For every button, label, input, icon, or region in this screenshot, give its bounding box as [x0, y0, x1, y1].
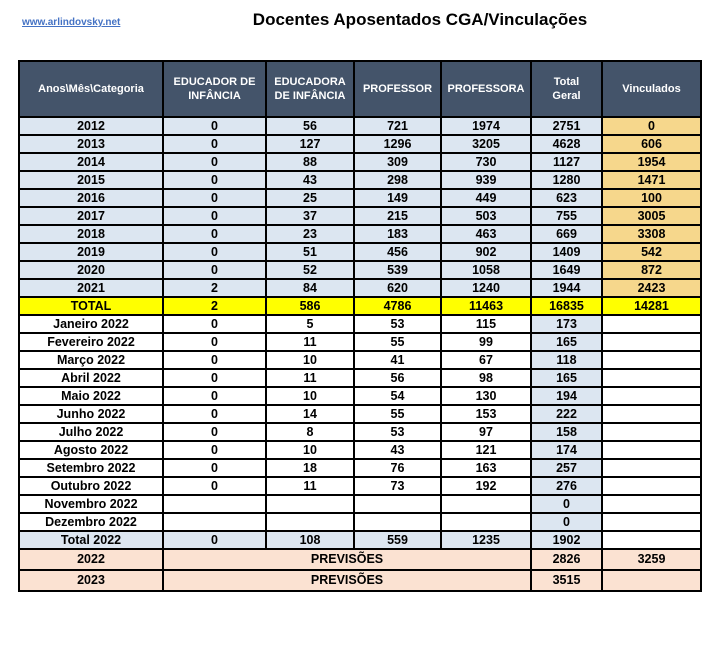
vinculados-cell: 0 [602, 117, 701, 135]
value-cell: 115 [441, 315, 531, 333]
value-cell: 52 [266, 261, 354, 279]
row-label: 2021 [19, 279, 163, 297]
value-cell: 0 [163, 135, 266, 153]
year-row [19, 243, 701, 261]
row-label: 2014 [19, 153, 163, 171]
value-cell: 0 [531, 495, 602, 513]
value-cell: 88 [266, 153, 354, 171]
vinculados-cell [602, 477, 701, 495]
value-cell: 10 [266, 441, 354, 459]
value-cell: 730 [441, 153, 531, 171]
value-cell: 97 [441, 423, 531, 441]
vinculados-cell [602, 423, 701, 441]
vinculados-cell [602, 405, 701, 423]
value-cell: 55 [354, 405, 441, 423]
vinculados-cell: 3259 [602, 549, 701, 570]
value-cell: 623 [531, 189, 602, 207]
row-label: 2022 [19, 549, 163, 570]
month-row [19, 495, 701, 513]
value-cell: 55 [354, 333, 441, 351]
value-cell: 1409 [531, 243, 602, 261]
value-cell: 0 [163, 531, 266, 549]
value-cell: 2 [163, 297, 266, 315]
value-cell: 18 [266, 459, 354, 477]
col-header-vinculados: Vinculados [602, 61, 701, 117]
value-cell: 721 [354, 117, 441, 135]
value-cell: 0 [163, 405, 266, 423]
value-cell: 0 [163, 153, 266, 171]
month-row [19, 441, 701, 459]
value-cell: 1649 [531, 261, 602, 279]
value-cell: 539 [354, 261, 441, 279]
value-cell [441, 495, 531, 513]
vinculados-cell: 2423 [602, 279, 701, 297]
vinculados-cell [602, 387, 701, 405]
vinculados-cell [602, 570, 701, 591]
value-cell: 16835 [531, 297, 602, 315]
value-cell: 163 [441, 459, 531, 477]
vinculados-cell: 606 [602, 135, 701, 153]
col-header-educador-de-infancia: EDUCADOR DE INFÂNCIA [163, 61, 266, 117]
value-cell: 276 [531, 477, 602, 495]
value-cell: 127 [266, 135, 354, 153]
total-2022-row [19, 531, 701, 549]
year-row [19, 171, 701, 189]
value-cell: 0 [531, 513, 602, 531]
row-label: 2023 [19, 570, 163, 591]
value-cell [441, 513, 531, 531]
value-cell [354, 495, 441, 513]
value-cell: 0 [163, 387, 266, 405]
previsoes-row [19, 570, 701, 591]
row-label: Junho 2022 [19, 405, 163, 423]
row-label: Outubro 2022 [19, 477, 163, 495]
value-cell: 8 [266, 423, 354, 441]
col-header-total-geral: Total Geral [531, 61, 602, 117]
value-cell: 11 [266, 333, 354, 351]
month-row [19, 333, 701, 351]
value-cell: 0 [163, 243, 266, 261]
value-cell: 53 [354, 423, 441, 441]
value-cell [354, 513, 441, 531]
vinculados-cell: 542 [602, 243, 701, 261]
value-cell: 0 [163, 117, 266, 135]
month-row [19, 513, 701, 531]
value-cell: 121 [441, 441, 531, 459]
vinculados-cell: 3308 [602, 225, 701, 243]
value-cell: 43 [354, 441, 441, 459]
vinculados-cell [602, 441, 701, 459]
month-row [19, 459, 701, 477]
row-label: Julho 2022 [19, 423, 163, 441]
value-cell: 165 [531, 333, 602, 351]
year-row [19, 189, 701, 207]
value-cell: 0 [163, 189, 266, 207]
value-cell: 118 [531, 351, 602, 369]
row-label: Maio 2022 [19, 387, 163, 405]
year-row [19, 279, 701, 297]
value-cell: 0 [163, 477, 266, 495]
total-row [19, 297, 701, 315]
value-cell: 1235 [441, 531, 531, 549]
vinculados-cell [602, 531, 701, 549]
value-cell: 98 [441, 369, 531, 387]
value-cell: 559 [354, 531, 441, 549]
row-label: 2012 [19, 117, 163, 135]
previsoes-label: PREVISÕES [163, 549, 531, 570]
table-body [19, 117, 701, 591]
value-cell: 449 [441, 189, 531, 207]
value-cell: 0 [163, 225, 266, 243]
header-row [19, 61, 701, 117]
year-row [19, 225, 701, 243]
year-row [19, 207, 701, 225]
value-cell: 158 [531, 423, 602, 441]
vinculados-cell: 1471 [602, 171, 701, 189]
value-cell: 73 [354, 477, 441, 495]
value-cell: 0 [163, 261, 266, 279]
col-header-professor: PROFESSOR [354, 61, 441, 117]
value-cell: 194 [531, 387, 602, 405]
month-row [19, 423, 701, 441]
month-row [19, 387, 701, 405]
value-cell: 4628 [531, 135, 602, 153]
vinculados-cell: 1954 [602, 153, 701, 171]
value-cell: 902 [441, 243, 531, 261]
page-title: Docentes Aposentados CGA/Vinculações [252, 10, 588, 29]
value-cell: 222 [531, 405, 602, 423]
value-cell: 54 [354, 387, 441, 405]
value-cell: 23 [266, 225, 354, 243]
value-cell: 11463 [441, 297, 531, 315]
value-cell: 586 [266, 297, 354, 315]
row-label: Dezembro 2022 [19, 513, 163, 531]
value-cell [266, 495, 354, 513]
previsoes-row [19, 549, 701, 570]
vinculados-cell [602, 315, 701, 333]
value-cell: 165 [531, 369, 602, 387]
value-cell: 84 [266, 279, 354, 297]
month-row [19, 369, 701, 387]
value-cell: 3205 [441, 135, 531, 153]
value-cell: 503 [441, 207, 531, 225]
value-cell: 108 [266, 531, 354, 549]
vinculados-cell: 872 [602, 261, 701, 279]
value-cell: 1240 [441, 279, 531, 297]
table-header [19, 61, 701, 117]
value-cell: 192 [441, 477, 531, 495]
row-label: 2013 [19, 135, 163, 153]
value-cell: 0 [163, 369, 266, 387]
month-row [19, 351, 701, 369]
value-cell: 1058 [441, 261, 531, 279]
col-header-educadora-de-infancia: EDUCADORA DE INFÂNCIA [266, 61, 354, 117]
value-cell: 76 [354, 459, 441, 477]
value-cell: 298 [354, 171, 441, 189]
vinculados-cell [602, 351, 701, 369]
value-cell: 4786 [354, 297, 441, 315]
value-cell: 463 [441, 225, 531, 243]
col-header-professora: PROFESSORA [441, 61, 531, 117]
value-cell: 1280 [531, 171, 602, 189]
value-cell: 174 [531, 441, 602, 459]
row-label: 2016 [19, 189, 163, 207]
row-label: 2019 [19, 243, 163, 261]
vinculados-cell [602, 333, 701, 351]
value-cell: 53 [354, 315, 441, 333]
value-cell: 5 [266, 315, 354, 333]
value-cell: 456 [354, 243, 441, 261]
value-cell: 0 [163, 333, 266, 351]
value-cell [163, 495, 266, 513]
value-cell: 1944 [531, 279, 602, 297]
value-cell: 0 [163, 351, 266, 369]
month-row [19, 405, 701, 423]
value-cell [266, 513, 354, 531]
value-cell: 1902 [531, 531, 602, 549]
value-cell: 1974 [441, 117, 531, 135]
row-label: 2018 [19, 225, 163, 243]
value-cell: 67 [441, 351, 531, 369]
value-cell: 56 [354, 369, 441, 387]
value-cell: 669 [531, 225, 602, 243]
month-row [19, 315, 701, 333]
value-cell: 10 [266, 387, 354, 405]
row-label: 2015 [19, 171, 163, 189]
month-row [19, 477, 701, 495]
value-cell: 130 [441, 387, 531, 405]
value-cell: 1296 [354, 135, 441, 153]
value-cell: 153 [441, 405, 531, 423]
value-cell: 0 [163, 171, 266, 189]
vinculados-cell [602, 513, 701, 531]
site-link[interactable]: www.arlindovsky.net [22, 17, 121, 28]
value-cell: 0 [163, 315, 266, 333]
total-geral-cell: 3515 [531, 570, 602, 591]
row-label: Março 2022 [19, 351, 163, 369]
row-label: Novembro 2022 [19, 495, 163, 513]
value-cell: 0 [163, 459, 266, 477]
row-label: Setembro 2022 [19, 459, 163, 477]
value-cell: 183 [354, 225, 441, 243]
value-cell: 215 [354, 207, 441, 225]
value-cell: 2 [163, 279, 266, 297]
row-label: Agosto 2022 [19, 441, 163, 459]
row-label: TOTAL [19, 297, 163, 315]
value-cell: 2751 [531, 117, 602, 135]
row-label: Total 2022 [19, 531, 163, 549]
vinculados-cell: 3005 [602, 207, 701, 225]
year-row [19, 261, 701, 279]
row-label: Fevereiro 2022 [19, 333, 163, 351]
value-cell: 173 [531, 315, 602, 333]
value-cell: 620 [354, 279, 441, 297]
value-cell: 1127 [531, 153, 602, 171]
row-label: Janeiro 2022 [19, 315, 163, 333]
value-cell: 309 [354, 153, 441, 171]
vinculados-cell [602, 459, 701, 477]
docentes-table [18, 60, 702, 592]
year-row [19, 117, 701, 135]
vinculados-cell [602, 369, 701, 387]
row-label: 2017 [19, 207, 163, 225]
value-cell: 10 [266, 351, 354, 369]
year-row [19, 135, 701, 153]
value-cell: 11 [266, 477, 354, 495]
value-cell: 43 [266, 171, 354, 189]
value-cell [163, 513, 266, 531]
value-cell: 99 [441, 333, 531, 351]
vinculados-cell: 100 [602, 189, 701, 207]
value-cell: 257 [531, 459, 602, 477]
vinculados-cell [602, 495, 701, 513]
value-cell: 0 [163, 441, 266, 459]
value-cell: 0 [163, 207, 266, 225]
value-cell: 149 [354, 189, 441, 207]
vinculados-cell: 14281 [602, 297, 701, 315]
value-cell: 56 [266, 117, 354, 135]
row-label: 2020 [19, 261, 163, 279]
row-label: Abril 2022 [19, 369, 163, 387]
value-cell: 11 [266, 369, 354, 387]
value-cell: 14 [266, 405, 354, 423]
value-cell: 0 [163, 423, 266, 441]
value-cell: 25 [266, 189, 354, 207]
value-cell: 41 [354, 351, 441, 369]
value-cell: 37 [266, 207, 354, 225]
total-geral-cell: 2826 [531, 549, 602, 570]
previsoes-label: PREVISÕES [163, 570, 531, 591]
year-row [19, 153, 701, 171]
value-cell: 755 [531, 207, 602, 225]
col-header-anos-mes-categoria: Anos\Mês\Categoria [19, 61, 163, 117]
value-cell: 939 [441, 171, 531, 189]
value-cell: 51 [266, 243, 354, 261]
